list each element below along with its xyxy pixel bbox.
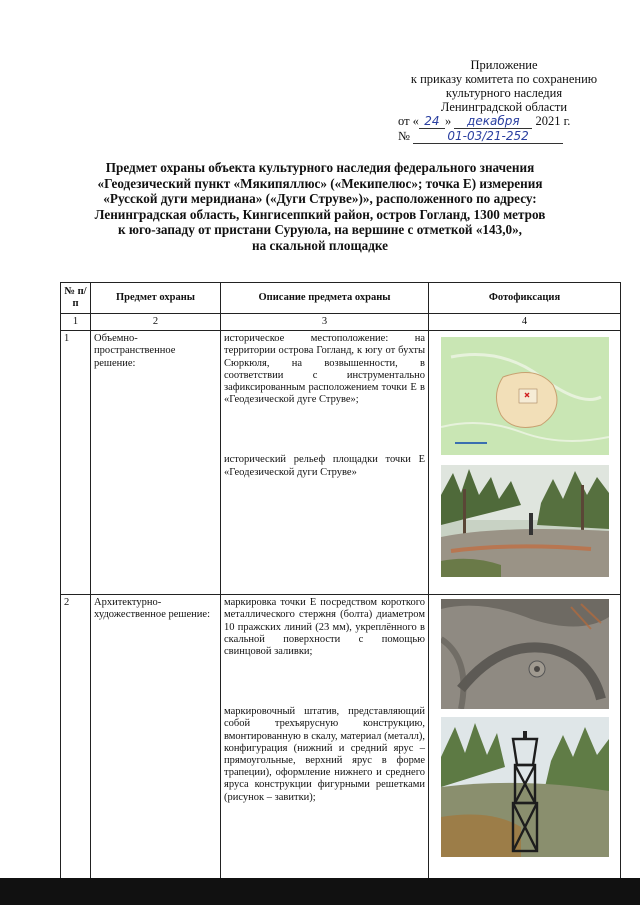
relief-photo xyxy=(441,465,609,577)
description-tripod: маркировочный штатив, представляющий собой трехъярусную конструкцию, вмонтированную в скалу, материал (металл), конфигурация (нижний и средний ярус – прямоугольные, верхний ярус в форме трапеции), оформление нижнего и среднего яруса конструкции фигурными решетками (рисунок – завитки); xyxy=(224,706,425,803)
row-description xyxy=(221,595,429,889)
appendix-line-3: культурного наследия xyxy=(445,86,563,100)
appendix-block xyxy=(388,58,620,144)
handwritten-order-number: 01-03/21-252 xyxy=(413,129,563,144)
header-description: Описание предмета охраны xyxy=(221,283,429,314)
appendix-date-line: от « 24 » декабря 2021 г. xyxy=(398,114,571,128)
description-location: историческое местоположение: на территории острова Гогланд, к югу от бухты Сюркюля, на возвышенности, в соответствии с инструментально зафиксированным расположением точки Е в «Геодезической дуге Струве»; xyxy=(224,333,425,406)
row-number: 1 xyxy=(61,331,91,595)
title-line-1: Предмет охраны объекта культурного наследия федерального значения xyxy=(105,160,535,175)
row-subject: Архитектурно-художественное решение: xyxy=(91,595,221,889)
row-photos xyxy=(429,595,621,889)
row-subject: Объемно-пространственное решение: xyxy=(91,331,221,595)
handwritten-day: 24 xyxy=(419,114,445,129)
table-row xyxy=(61,331,621,595)
map-photo xyxy=(441,337,609,455)
appendix-line-2: к приказу комитета по сохранению xyxy=(410,72,598,86)
header-subject: Предмет охраны xyxy=(91,283,221,314)
date-year: 2021 г. xyxy=(535,114,571,128)
appendix-number-line: № 01-03/21-252 xyxy=(388,129,620,144)
appendix-line-4: Ленинградской области xyxy=(440,100,568,114)
title-line-5: к юго-западу от пристани Суруюла, на вершине с отметкой «143,0», xyxy=(118,222,522,238)
protection-subject-table xyxy=(60,282,621,889)
tripod-photo xyxy=(441,717,609,857)
handwritten-month: декабря xyxy=(454,114,532,129)
title-line-2: «Геодезический пункт «Мякипяллюс» («Мекипелюс»; точка Е) измерения xyxy=(97,175,543,191)
appendix-line-1: Приложение xyxy=(470,58,538,72)
row-number: 2 xyxy=(61,595,91,889)
scan-bottom-edge xyxy=(0,878,640,905)
document-title xyxy=(70,160,570,254)
table-header-row xyxy=(61,283,621,314)
title-line-4: Ленинградская область, Кингисеппкий район, остров Гогланд, 1300 метров xyxy=(94,206,546,222)
description-marking: маркировка точки Е посредством короткого металлического стержня (болта) диаметром 10 пражских линий (23 мм), укреплённого в скальной поверхности с помощью свинцовой заливки; xyxy=(224,597,425,658)
row-description xyxy=(221,331,429,595)
title-line-3: «Русской дуги меридиана» («Дуги Струве»)», расположенного по адресу: xyxy=(103,191,537,207)
header-photo: Фотофиксация xyxy=(429,283,621,314)
title-line-6: на скальной площадке xyxy=(251,237,389,253)
description-relief: исторический рельеф площадки точки Е «Геодезической дуги Струве» xyxy=(224,454,425,478)
header-number: № п/п xyxy=(61,283,91,314)
bolt-photo xyxy=(441,599,609,709)
column-number-row: 1 2 3 4 xyxy=(61,314,621,331)
table-row xyxy=(61,595,621,889)
row-photos xyxy=(429,331,621,595)
